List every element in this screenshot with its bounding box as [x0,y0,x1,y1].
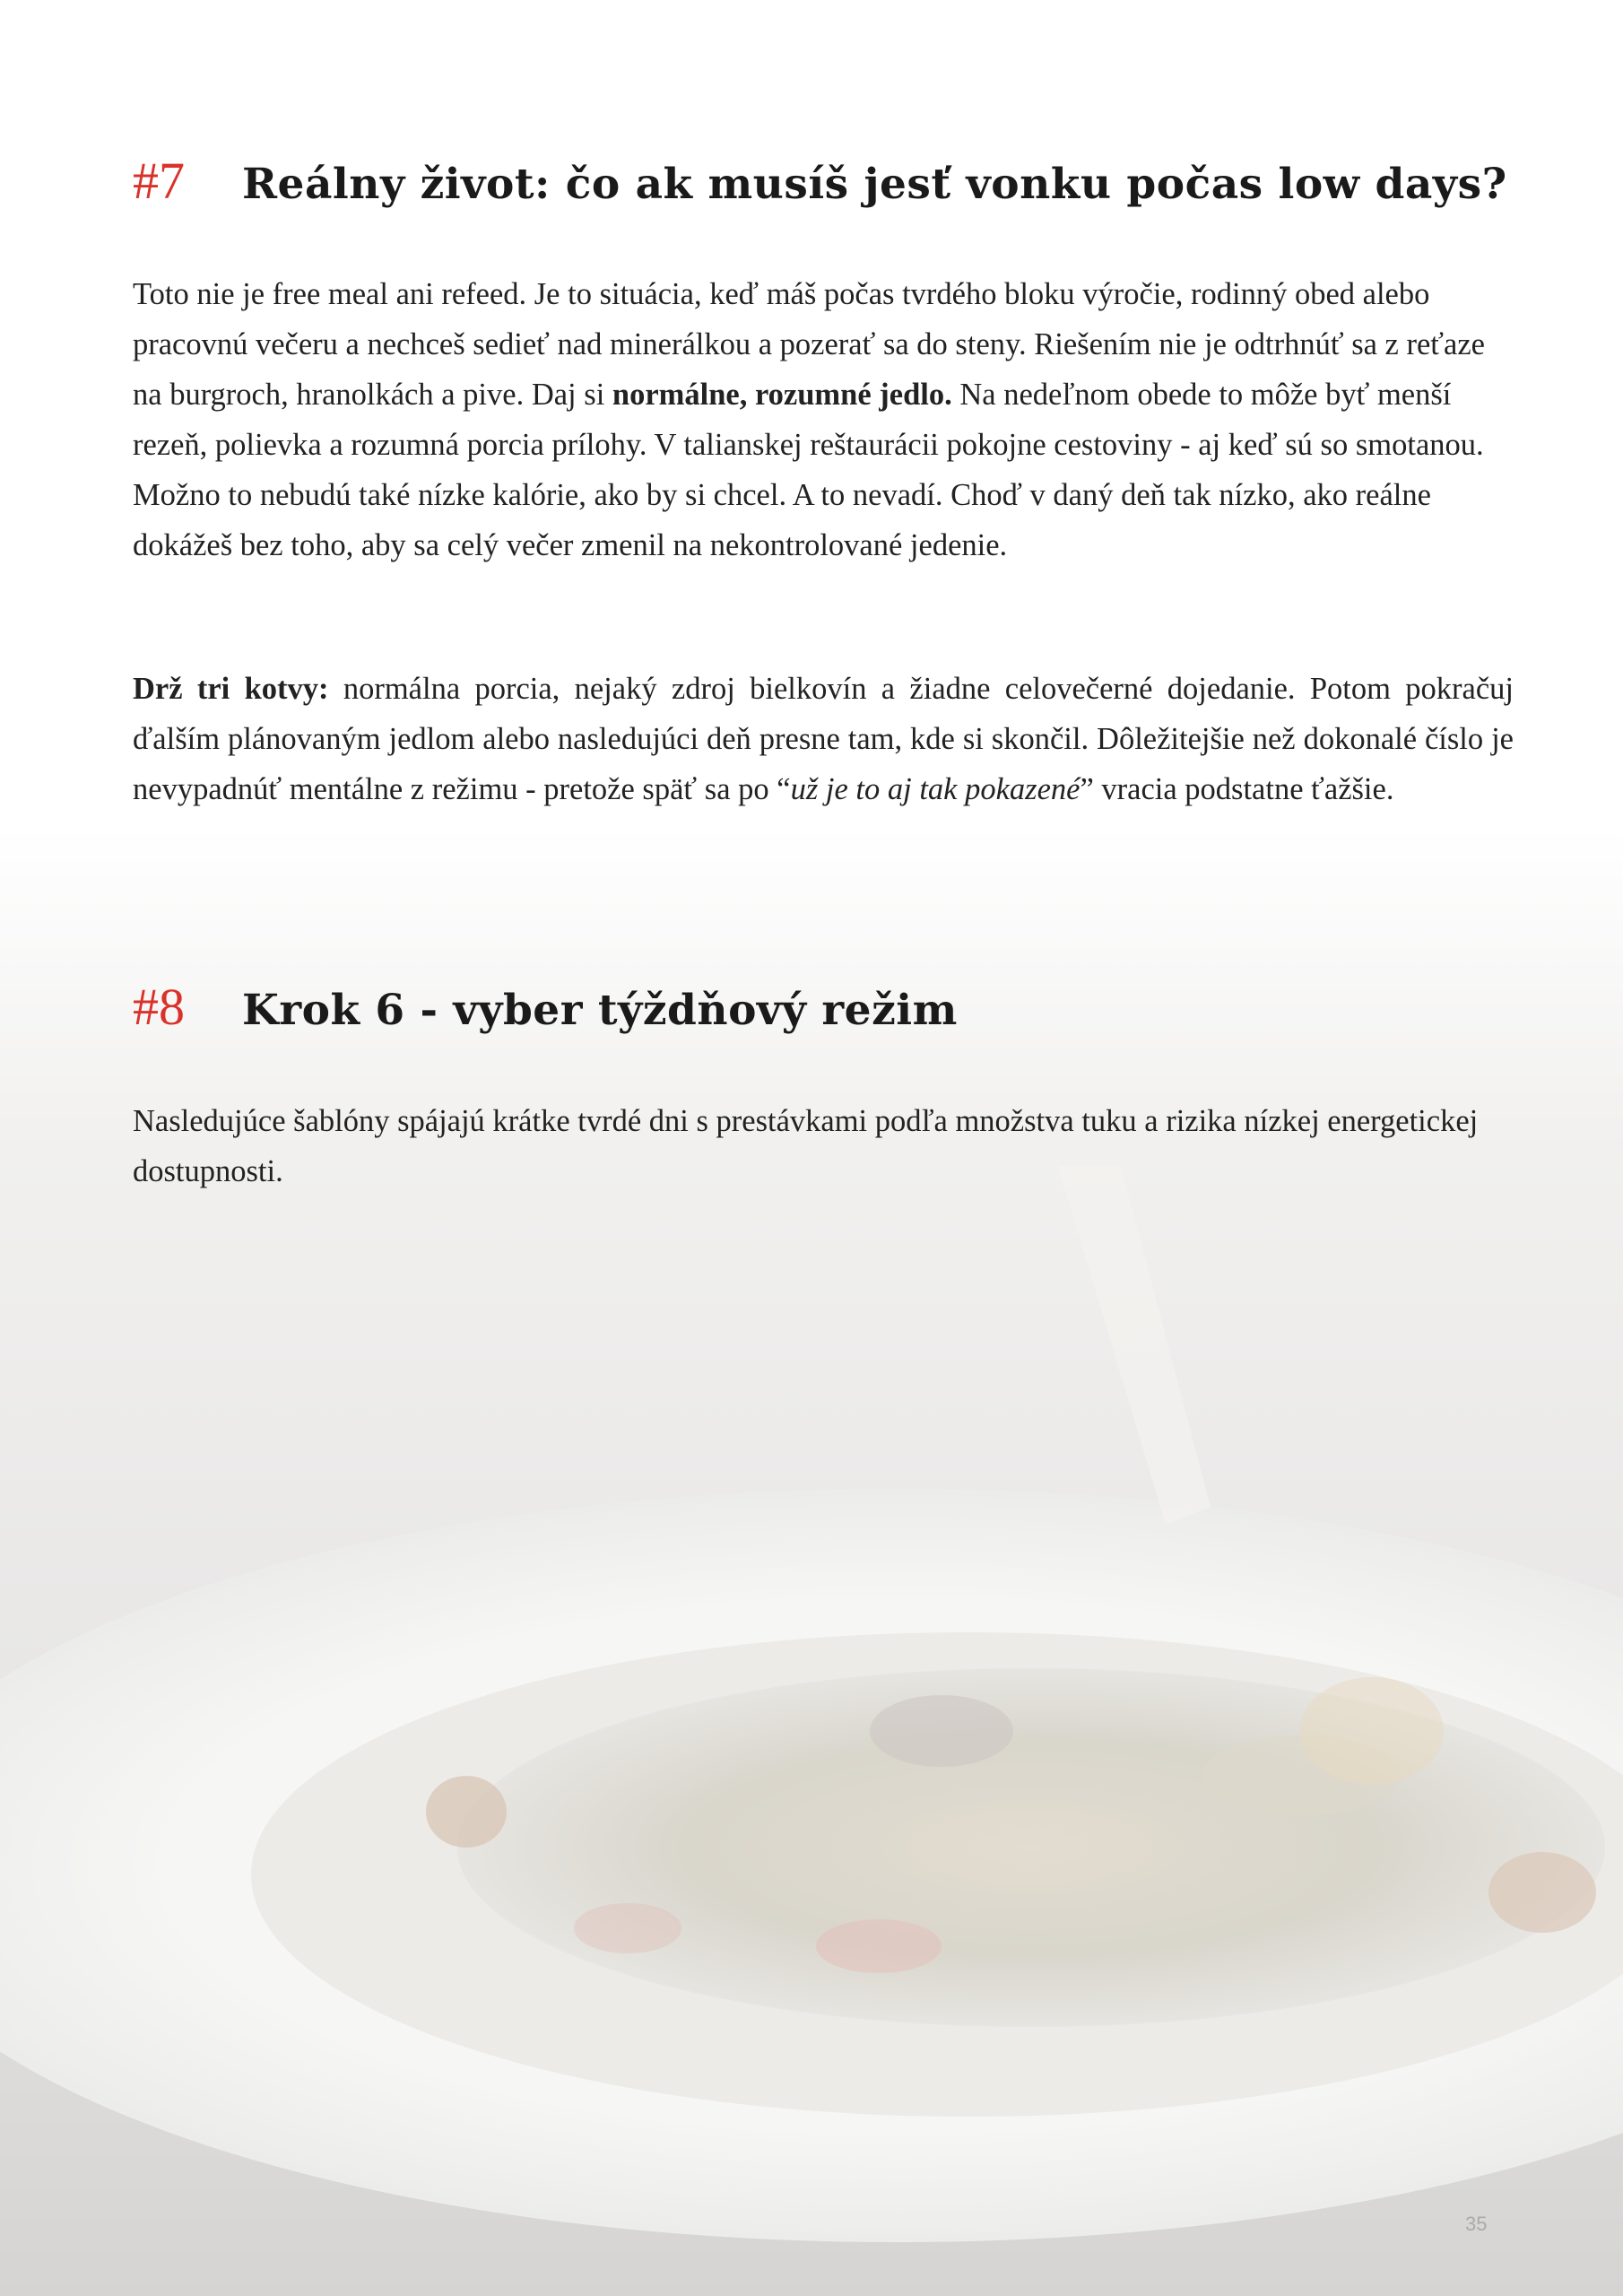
section-heading-7 [133,151,1507,211]
paragraph-bold-text: Drž tri kotvy: [133,672,329,706]
page-number: 35 [1465,2213,1488,2235]
section-title: Krok 6 - vyber týždňový režim [242,986,958,1035]
paragraph-text: Toto nie je free meal ani refeed. Je to situácia, keď máš počas tvrdého bloku výročie, rodinný obed alebo pracovnú večeru a nechceš sedieť nad minerálkou a pozerať sa do steny. Riešením nie je odtrhnúť sa z reťaze na burgroch, hranolkách a pive. Daj si [133,277,1485,412]
paragraph-italic-text: už je to aj tak pokazené [790,772,1081,806]
section-heading-8 [133,977,958,1037]
section-title: Reálny život: čo ak musíš jesť vonku počas low days? [242,160,1507,209]
paragraph-text: Nasledujúce šablóny spájajú krátke tvrdé dni s prestávkami podľa množstva tuku a rizika nízkej energetickej dostupnosti. [133,1104,1479,1188]
section-number: #7 [133,152,185,210]
paragraph-text: ” vracia podstatne ťažšie. [1080,772,1394,806]
paragraph [133,1096,1514,1196]
paragraph [133,664,1514,814]
paragraph-bold-text: normálne, rozumné jedlo. [612,378,952,412]
paragraph [133,269,1514,570]
paragraph-text: normálna porcia, nejaký zdroj bielkovín a žiadne celovečerné dojedanie. Potom pokračuj ďalším plánovaným jedlom alebo nasledujúci deň presne tam, kde si skončil. Dôležitejšie než dokonalé číslo je nevypadnúť mentálne z režimu - pretože späť sa po “ [133,672,1515,806]
section-number: #8 [133,978,185,1036]
paragraph-text: Na nedeľnom obede to môže byť menší rezeň, polievka a rozumná porcia prílohy. V talianskej reštaurácii pokojne cestoviny - aj keď sú so smotanou. Možno to nebudú také nízke kalórie, ako by si chcel. A to nevadí. Choď v daný deň tak nízko, ako reálne dokážeš bez toho, aby sa celý večer zmenil na nekontrolované jedenie. [133,378,1484,562]
